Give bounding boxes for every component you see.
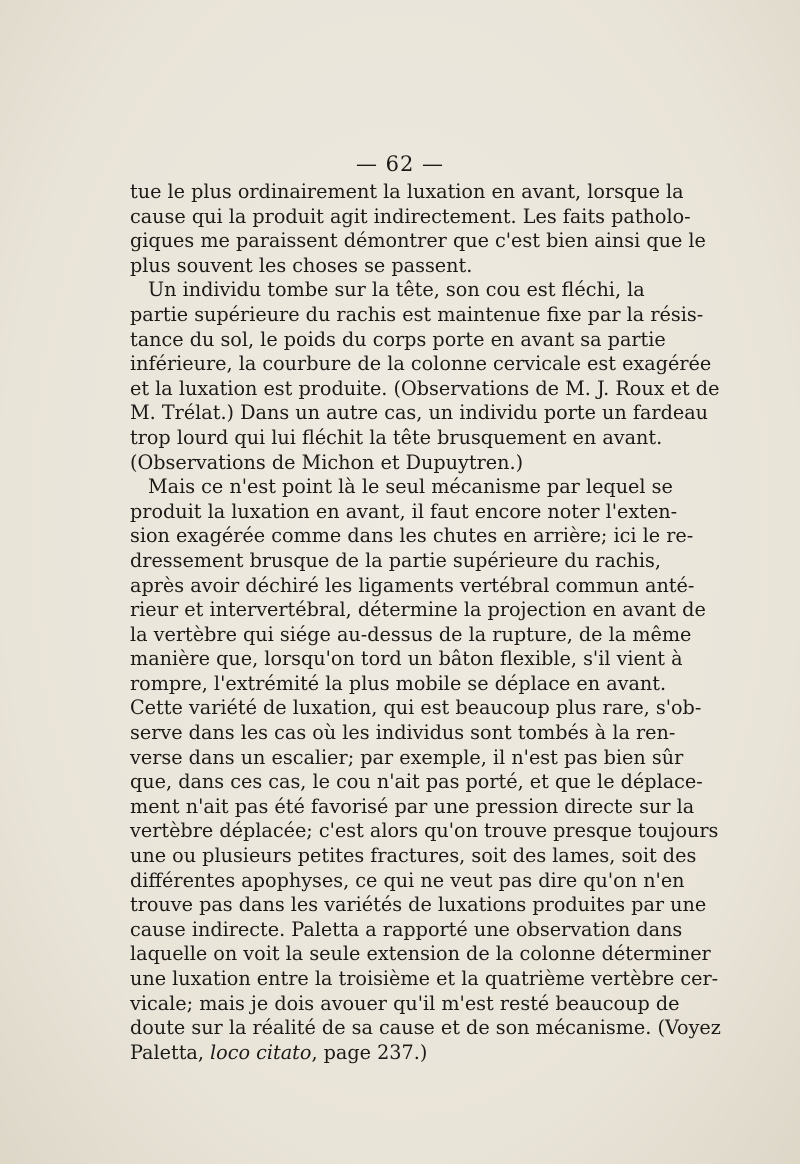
page-number: — 62 —	[355, 152, 445, 176]
text-line: une ou plusieurs petites fractures, soit des lames, soit des	[130, 844, 697, 868]
text-line: produit la luxation en avant, il faut encore noter l'exten-	[130, 499, 678, 523]
paragraph-first-line: Un individu tombe sur la tête, son cou est fléchi, la	[148, 278, 645, 302]
text-line: et la luxation est produite. (Observations de M. J. Roux et de	[130, 376, 720, 400]
text-line: cause indirecte. Paletta a rapporté une observation dans	[130, 917, 683, 941]
text-line: tance du sol, le poids du corps porte en avant sa partie	[130, 327, 666, 351]
text-line: trop lourd qui lui fléchit la tête brusquement en avant.	[130, 425, 663, 449]
text-line: manière que, lorsqu'on tord un bâton flexible, s'il vient à	[130, 647, 683, 671]
text-line: dressement brusque de la partie supérieure du rachis,	[130, 548, 661, 572]
body-text	[130, 180, 721, 1065]
paragraph-first-line: Mais ce n'est point là le seul mécanisme par lequel se	[148, 475, 673, 499]
text-line: vicale; mais je dois avouer qu'il m'est resté beaucoup de	[130, 991, 680, 1015]
text-line: M. Trélat.) Dans un autre cas, un individu porte un fardeau	[130, 401, 709, 425]
text-line: vertèbre déplacée; c'est alors qu'on trouve presque toujours	[130, 819, 719, 843]
citation-italic: loco citato	[210, 1040, 312, 1064]
text-line: partie supérieure du rachis est maintenue fixe par la résis-	[130, 302, 704, 326]
text-line: rieur et intervertébral, détermine la projection en avant de	[130, 598, 706, 622]
text-line: une luxation entre la troisième et la quatrième vertèbre cer-	[130, 967, 719, 990]
text-line: cause qui la produit agit indirectement. Les faits patholo-	[130, 204, 691, 228]
text-line: différentes apophyses, ce qui ne veut pas dire qu'on n'en	[130, 868, 685, 892]
text-line: trouve pas dans les variétés de luxations produites par une	[130, 893, 707, 917]
text-line: Cette variété de luxation, qui est beaucoup plus rare, s'ob-	[130, 696, 702, 720]
text-line: (Observations de Michon et Dupuytren.)	[130, 450, 524, 474]
text-line: sion exagérée comme dans les chutes en arrière; ici le re-	[130, 524, 694, 548]
text-line: laquelle on voit la seule extension de la colonne déterminer	[130, 942, 711, 966]
final-line-start: Paletta,	[130, 1040, 211, 1064]
text-line: verse dans un escalier; par exemple, il n'est pas bien sûr	[130, 745, 684, 769]
text-line: tue le plus ordinairement la luxation en avant, lorsque la	[130, 180, 684, 203]
text-line: giques me paraissent démontrer que c'est bien ainsi que le	[130, 229, 706, 253]
final-line-end: , page 237.)	[311, 1040, 428, 1064]
text-line: doute sur la réalité de sa cause et de son mécanisme. (Voyez	[130, 1016, 721, 1040]
final-text-line	[130, 1041, 638, 1066]
text-line: inférieure, la courbure de la colonne cervicale est exagérée	[130, 352, 712, 376]
text-line: rompre, l'extrémité la plus mobile se déplace en avant.	[130, 671, 667, 695]
text-line: la vertèbre qui siége au-dessus de la rupture, de la même	[130, 622, 692, 646]
text-line: ment n'ait pas été favorisé par une pression directe sur la	[130, 794, 695, 818]
text-line: serve dans les cas où les individus sont tombés à la ren-	[130, 721, 676, 745]
text-line: que, dans ces cas, le cou n'ait pas porté, et que le déplace-	[130, 770, 703, 794]
text-line: après avoir déchiré les ligaments vertébral commun anté-	[130, 573, 695, 597]
text-line: plus souvent les choses se passent.	[130, 253, 473, 277]
